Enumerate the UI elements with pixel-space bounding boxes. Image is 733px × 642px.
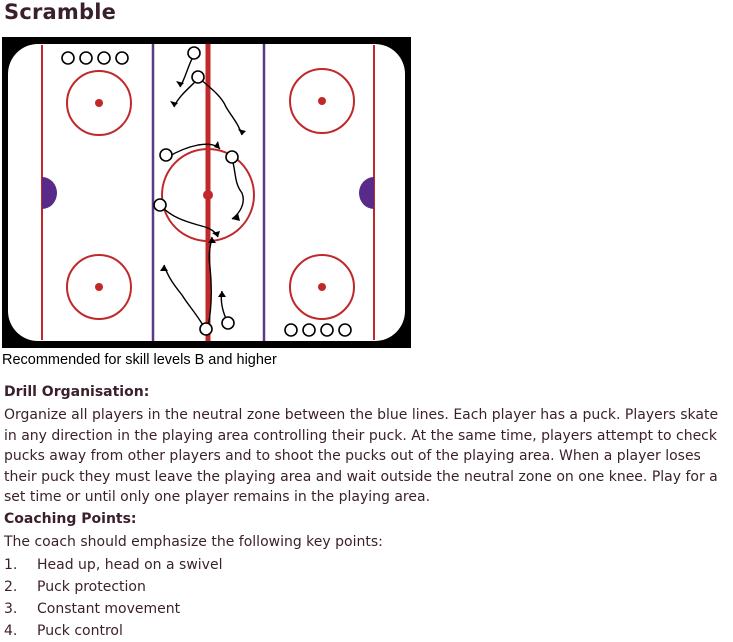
rink-svg — [2, 37, 411, 348]
list-item — [4, 554, 222, 576]
faceoff-dot-top-left — [95, 99, 103, 107]
list-item — [4, 598, 222, 620]
coaching-points-intro: The coach should emphasize the following key points: — [4, 534, 383, 550]
rink-diagram — [2, 37, 411, 348]
list-item-number: 4. — [4, 623, 18, 639]
center-faceoff-dot — [203, 190, 213, 200]
list-item-text: Head up, head on a swivel — [37, 557, 223, 573]
drill-organisation-heading: Drill Organisation: — [4, 384, 150, 400]
coaching-points-list — [4, 554, 222, 642]
list-item-text: Puck control — [37, 623, 123, 639]
list-item-number: 3. — [4, 601, 18, 617]
drill-title: Scramble — [4, 0, 117, 24]
faceoff-dot-bottom-left — [95, 283, 103, 291]
list-item-text: Constant movement — [37, 601, 181, 617]
list-item — [4, 620, 222, 642]
list-item-text: Puck protection — [37, 579, 146, 595]
list-item — [4, 576, 222, 598]
coaching-points-heading: Coaching Points: — [4, 511, 137, 527]
skill-level-note: Recommended for skill levels B and higher — [2, 352, 277, 368]
faceoff-dot-top-right — [318, 97, 326, 105]
list-item-number: 2. — [4, 579, 18, 595]
list-item-number: 1. — [4, 557, 18, 573]
faceoff-dot-bottom-right — [318, 283, 326, 291]
drill-organisation-text: Organize all players in the neutral zone between the blue lines. Each player has a puck. Players skate in any direction in the playing area controlling their puck. At the same time, players attempt to check pucks away from other players and to shoot the pucks out of the playing area. When a player loses their puck they must leave the playing area and wait outside the neutral zone on one knee. Play for a set time or until only one player remains in the playing area. — [4, 407, 719, 505]
